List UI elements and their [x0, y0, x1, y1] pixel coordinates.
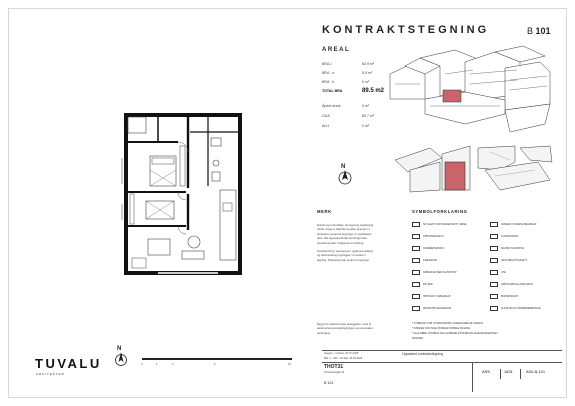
- merk-line: Fordelinerhog, uteengreser, gydenermenlkop: [317, 249, 373, 254]
- areal-value: 0 m²: [362, 104, 370, 108]
- merk-line: tagning. Plassering kan endes fra tegning.: [317, 257, 370, 262]
- north-arrow-icon: [336, 162, 354, 188]
- merk-footer: [317, 322, 407, 335]
- legend-symbol: [412, 270, 420, 275]
- areal-row: [322, 104, 370, 108]
- legend-symbol: [490, 306, 498, 311]
- legend-label: HØYSKAP / KJØLESKAP: [423, 295, 451, 298]
- legend-label: UTE: [501, 271, 506, 274]
- highlighted-unit-3d: [443, 90, 461, 102]
- discipline: ARK: [482, 369, 491, 374]
- legend-notes: [412, 322, 562, 346]
- areal-value: 80.7 m²: [362, 114, 375, 118]
- legend-note: * ALLE DØRE 1ST ØRSA SALCLKRÉVER RTÅSSELSIKLALEGSCLEKEPINGN: [412, 332, 498, 335]
- areal-total-row: [322, 88, 385, 94]
- merk-line: og stenfordeling oppragger ut modertt v: [317, 253, 366, 258]
- merk-line: fordeuten og kjernd tegninger er oppdelteter: [317, 231, 372, 236]
- legend-symbol: [412, 246, 420, 251]
- project-number: 1831: [504, 369, 513, 374]
- areal-label: BRA - e: [322, 71, 335, 75]
- legend-symbol: [490, 294, 498, 299]
- tuvalu-logo: TUVALU: [35, 356, 102, 371]
- legend-label: VASKER / KOKEPLATEGESKAP: [501, 223, 537, 226]
- merk-heading: MERK: [317, 209, 332, 214]
- legend-label: SPORSTØYVEGGESKAP: [423, 307, 452, 310]
- legend-label: LUKSESTAPIKT: [501, 235, 519, 238]
- legend-label: BOKSMODANT: [501, 295, 519, 298]
- building-3d-view: [385, 44, 555, 136]
- areal-row: [322, 80, 370, 84]
- title-block-divider: [500, 369, 501, 379]
- areal-row: [322, 124, 370, 128]
- highlighted-unit-site: [445, 162, 465, 190]
- legend-note: * VINDUER KAN INGE IJSTEKER FORMEL DUGRNG: [412, 327, 471, 330]
- title-block-rule: [322, 350, 562, 351]
- areal-value: 0 m²: [362, 124, 370, 128]
- legend: [412, 222, 562, 322]
- scale-seg: [158, 358, 166, 360]
- project-code: THOT31: [324, 364, 344, 370]
- legend-symbol: [412, 258, 420, 263]
- svg-text:N: N: [117, 346, 122, 352]
- project-address: Thorstensgate 31: [324, 371, 345, 374]
- merk-line: Rundt noen hendelig i ret tegnung opplisninig: [317, 223, 374, 227]
- areal-label: Åpent areal: [322, 104, 341, 108]
- legend-label: OVERDETMASKIN: [423, 247, 444, 250]
- title-block-divider: [472, 362, 473, 392]
- title-block: [322, 350, 562, 396]
- areal-row: [322, 71, 373, 75]
- legend-label: FLATE-SKAP UTEMÅRBEBEWSKJE: [501, 307, 541, 310]
- areal-heading: AREAL: [322, 47, 351, 53]
- logo-subtitle: ARKITEKTER: [36, 372, 65, 376]
- legend-note: RNAANET: [412, 337, 424, 340]
- page-title: KONTRAKTSTEGNING: [322, 24, 490, 36]
- areal-value: 0 m²: [362, 80, 370, 84]
- legend-label: VEGGHENGTKLOSETT: [501, 259, 528, 262]
- legend-note: * SYMBOLET FOR UTVARLOMNING VARASKLIBEVGE GJENOG: [412, 322, 484, 325]
- title-block-divider: [520, 369, 521, 379]
- areal-value: 83.9 m²: [362, 62, 375, 66]
- drawing-number: A50-B-101: [526, 369, 546, 374]
- legend-label: OPPLOSNINGLLANDLRANN: [501, 283, 533, 286]
- merk-footer-line: toperingne.: [317, 330, 331, 335]
- legend-label: FRYSER: [423, 283, 433, 286]
- legend-label: KØPESKAP MED PLATETOPP: [423, 271, 457, 274]
- merk-line: fomekommetler i begtseeret rerbining: [317, 240, 364, 245]
- sheet-prefix: B: [527, 26, 534, 36]
- legend-label: OPPVASKMASKIN: [423, 235, 444, 238]
- merk-text: [317, 223, 405, 262]
- areal-value: 5.5 m²: [362, 71, 373, 75]
- site-plan: [390, 140, 560, 196]
- sheet-number: [527, 26, 551, 36]
- north-arrow-icon: [113, 344, 129, 370]
- legend-label: SKAPET KANKRTKIL: [501, 247, 525, 250]
- areal-label: BRA - b: [322, 80, 335, 84]
- areal-total-value: 89.5 m2: [362, 88, 385, 94]
- legend-symbol: [490, 234, 498, 239]
- legend-label: SKYLLEKT FOR VASKEDUSCH / DENE: [423, 223, 467, 226]
- legend-symbol: [490, 270, 498, 275]
- legend-symbol: [412, 306, 420, 311]
- legend-symbol: [412, 282, 420, 287]
- scale-bar: [142, 358, 302, 372]
- merk-footer-line: Bygg Kre elektronomke anleggetter, ovek til: [317, 322, 371, 326]
- scale-seg: [142, 358, 150, 360]
- legend-symbol: [490, 222, 498, 227]
- areal-table: [322, 62, 385, 102]
- svg-text:N: N: [341, 164, 346, 170]
- merk-line: dele. Det tegneterefertatt. Endringer kan: [317, 236, 367, 241]
- scale-label: 1: [156, 363, 158, 366]
- legend-symbol: [490, 282, 498, 287]
- legend-symbol: [412, 234, 420, 239]
- merk-footer-line: elektronrsde kontrakttegninger og utmenaken: [317, 326, 374, 331]
- legend-label: KJØLESKAP: [423, 259, 437, 262]
- title-block-sheet: B 101: [324, 381, 334, 385]
- legend-symbol: [412, 222, 420, 227]
- areal-row: [322, 62, 375, 66]
- scale-label: 10: [288, 363, 291, 366]
- revision-description: Oppdatert kontraktstegning: [402, 352, 443, 356]
- title-block-meta: Avegen: c 2 Dato: 30.07.2025: [324, 352, 359, 355]
- floor-plan: [118, 108, 248, 278]
- title-block-rule: [322, 362, 562, 363]
- scale-label: 0: [141, 363, 143, 366]
- scale-label: 2: [172, 363, 174, 366]
- sheet-number-value: 101: [535, 26, 551, 36]
- areal-row: [322, 114, 375, 118]
- scale-label: 5: [214, 363, 216, 366]
- legend-symbol: [490, 246, 498, 251]
- areal-label: BRA-i: [322, 62, 332, 66]
- legend-symbol: [412, 294, 420, 299]
- areal-label: GUA: [322, 114, 330, 118]
- legend-heading: SYMBOLFORKLARING: [412, 209, 468, 214]
- areal-table-2: [322, 104, 382, 134]
- areal-label: TOTAL BRA: [322, 89, 343, 93]
- merk-line: Vedtu nuteg er tidsbrite trereller gesmel mr: [317, 227, 370, 232]
- legend-symbol: [490, 258, 498, 263]
- areal-label: ALH: [322, 124, 329, 128]
- title-block-meta: Mal: 1 : 100 - A3 Sist: 25.03.2025: [324, 357, 363, 360]
